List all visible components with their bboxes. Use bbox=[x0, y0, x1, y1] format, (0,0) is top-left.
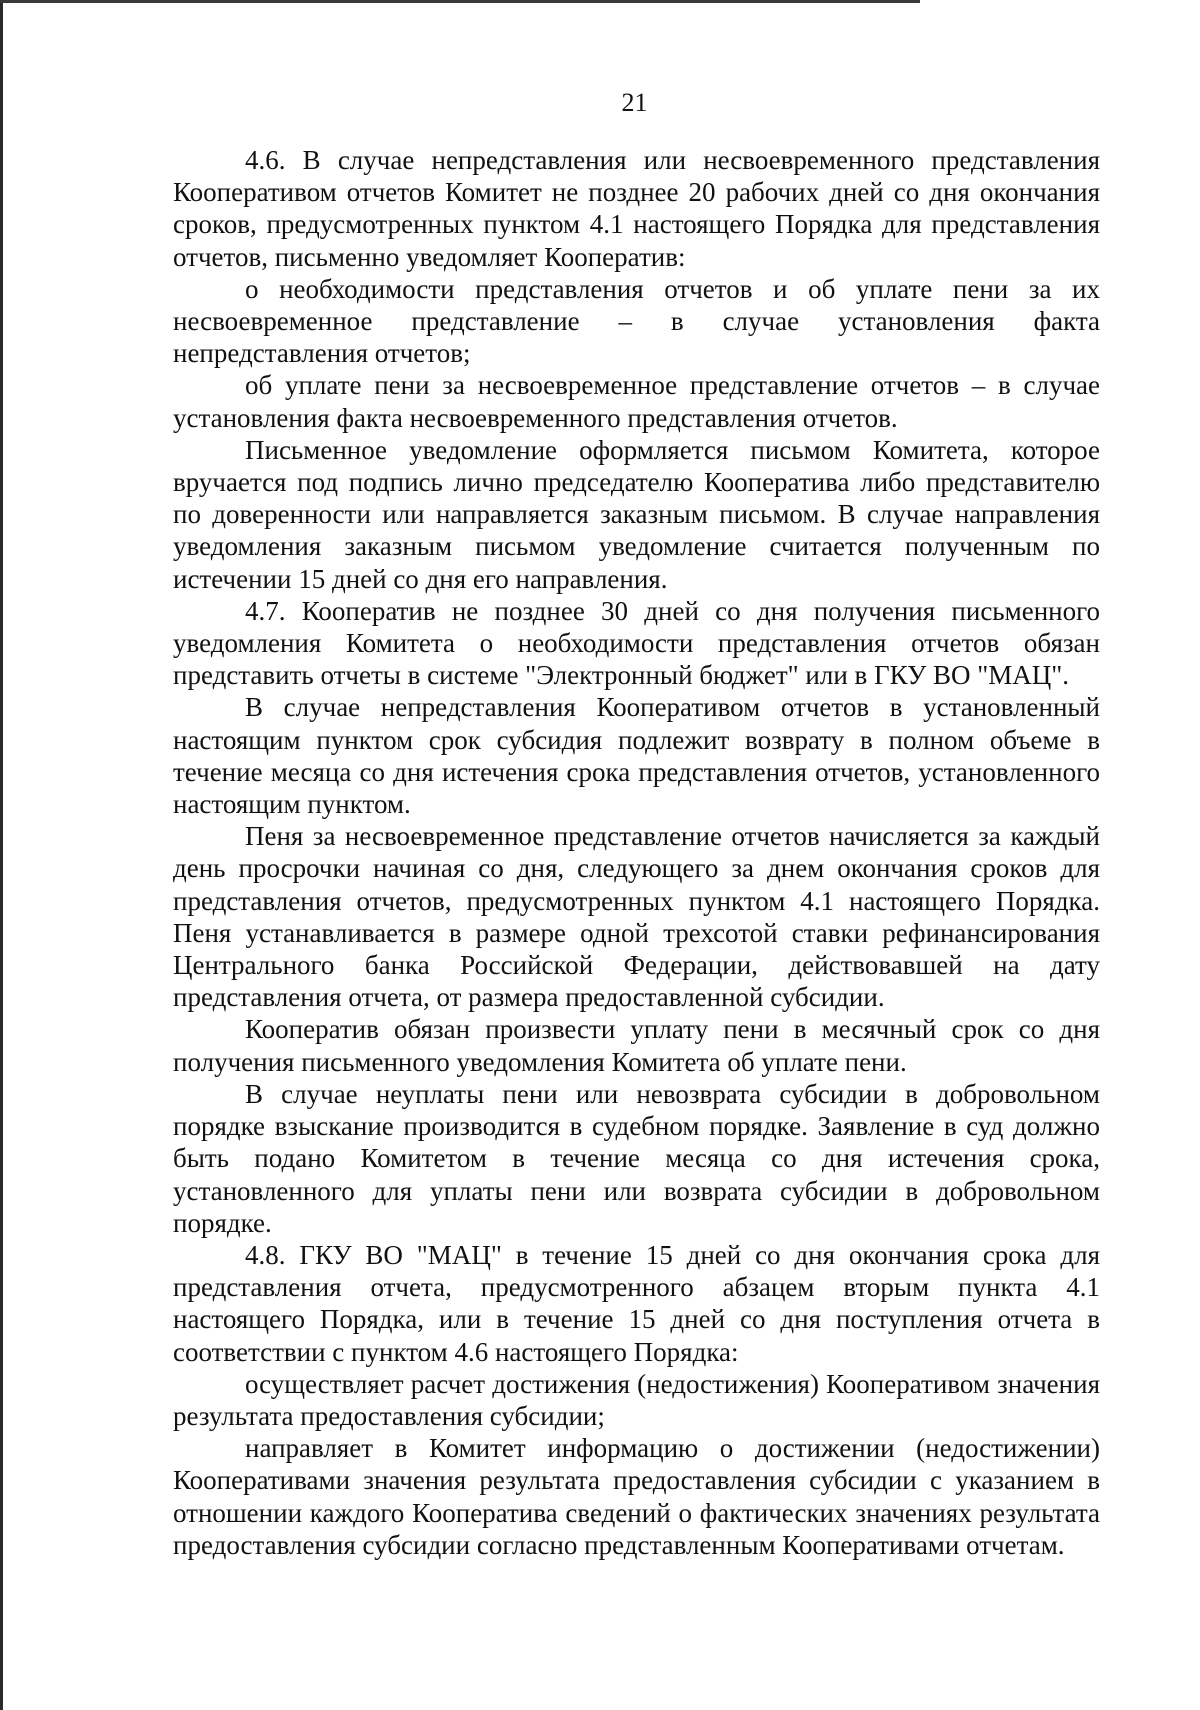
paragraph-subsidy-return: В случае непредставления Кооперативом отчетов в установленный настоящим пунктом срок субсидия подлежит возврату в полном объеме в течение месяца со дня истечения срока представления отчетов, установленного настоящим пунктом. bbox=[173, 692, 1100, 820]
paragraph-4-6: 4.6. В случае непредставления или несвоевременного представления Кооперативом отчетов Комитет не позднее 20 рабочих дней со дня окончания сроков, предусмотренных пунктом 4.1 настоящего Порядка для представления отчетов, письменно уведомляет Кооператив: bbox=[173, 145, 1100, 272]
scan-border-top bbox=[0, 0, 920, 3]
paragraph-court-recovery: В случае неуплаты пени или невозврата субсидии в добровольном порядке взыскание производится в судебном порядке. Заявление в суд должно быть подано Комитетом в течение месяца со дня истечения срока, установленного для уплаты пени или возврата субсидии в добровольном порядке. bbox=[173, 1078, 1100, 1238]
page-number: 21 bbox=[621, 88, 648, 117]
document-body bbox=[173, 144, 1100, 1561]
paragraph-notice-submission: о необходимости представления отчетов и об уплате пени за их несвоевременное представление – в случае установления факта непредставления отчетов; bbox=[173, 273, 1100, 369]
paragraph-penalty-accrual: Пеня за несвоевременное представление отчетов начисляется за каждый день просрочки начиная со дня, следующего за днем окончания сроков для представления отчетов, предусмотренных пунктом 4.1 настоящего Порядка. Пеня устанавливается в размере одной трехсотой ставки рефинансирования Центрального банка Российской Федерации, действовавшей на дату представления отчета, от размера предоставленной субсидии. bbox=[173, 821, 1100, 1013]
paragraph-4-7: 4.7. Кооператив не позднее 30 дней со дня получения письменного уведомления Комитета о необходимости представления отчетов обязан представить отчеты в системе "Электронный бюджет" или в ГКУ ВО "МАЦ". bbox=[173, 595, 1100, 691]
paragraph-written-notice: Письменное уведомление оформляется письмом Комитета, которое вручается под подпись лично председателю Кооператива либо представителю по доверенности или направляется заказным письмом. В случае направления уведомления заказным письмом уведомление считается полученным по истечении 15 дней со дня его направления. bbox=[173, 434, 1100, 594]
scan-border-left bbox=[0, 0, 3, 1710]
paragraph-notice-penalty: об уплате пени за несвоевременное представление отчетов – в случае установления факта несвоевременного представления отчетов. bbox=[173, 370, 1100, 433]
paragraph-calculation: осуществляет расчет достижения (недостижения) Кооперативом значения результата предоставления субсидии; bbox=[173, 1368, 1100, 1431]
paragraph-information: направляет в Комитет информацию о достижении (недостижении) Кооперативами значения результата предоставления субсидии с указанием в отношении каждого Кооператива сведений о фактических значениях результата предоставления субсидии согласно представленным Кооперативами отчетам. bbox=[173, 1433, 1100, 1560]
paragraph-penalty-payment: Кооператив обязан произвести уплату пени в месячный срок со дня получения письменного уведомления Комитета об уплате пени. bbox=[173, 1014, 1100, 1077]
paragraph-4-8: 4.8. ГКУ ВО "МАЦ" в течение 15 дней со дня окончания срока для представления отчета, предусмотренного абзацем вторым пункта 4.1 настоящего Порядка, или в течение 15 дней со дня поступления отчета в соответствии с пунктом 4.6 настоящего Порядка: bbox=[173, 1239, 1100, 1367]
